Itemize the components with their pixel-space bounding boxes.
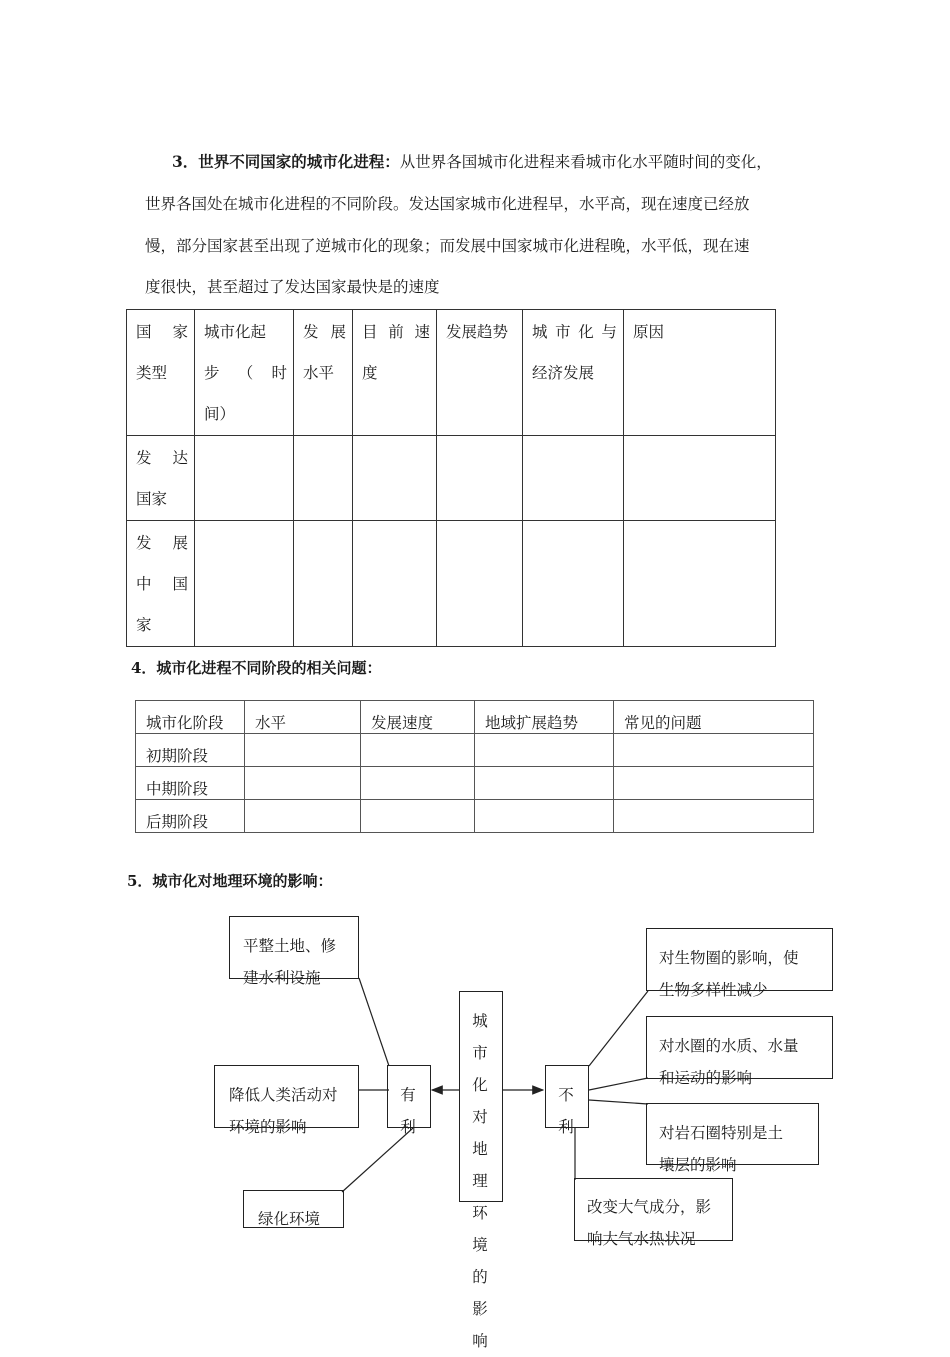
row-label-developed: 发 达 国家 bbox=[127, 436, 195, 521]
header-reason: 原因 bbox=[624, 310, 776, 436]
header-country-type: 国 家 类型 bbox=[127, 310, 195, 436]
connector-left-1 bbox=[359, 978, 389, 1066]
header-start-time: 城市化起 步 （ 时 间） bbox=[195, 310, 294, 436]
section3-heading: 3．世界不同国家的城市化进程： bbox=[172, 152, 400, 171]
row-label-late: 后期阶段 bbox=[136, 800, 245, 833]
left-box-reduce-impact-text: 降低人类活动对 环境的影响 bbox=[229, 1086, 338, 1136]
header-economy: 城 市 化 与 经济发展 bbox=[523, 310, 624, 436]
row-label-developing: 发 展 中 国 家 bbox=[127, 521, 195, 647]
right-box-lithosphere-text: 对岩石圈特别是土 壤层的影响 bbox=[659, 1124, 784, 1174]
right-box-hydrosphere-text: 对水圈的水质、水量 和运动的影响 bbox=[659, 1037, 799, 1087]
col-header-expansion: 地域扩展趋势 bbox=[475, 701, 614, 734]
section4-heading: 4．城市化进程不同阶段的相关问题： bbox=[131, 659, 382, 677]
right-box-atmosphere-text: 改变大气成分，影 响大气水热状况 bbox=[587, 1198, 712, 1248]
header-speed: 目 前 速 度 bbox=[353, 310, 437, 436]
row-label-middle: 中期阶段 bbox=[136, 767, 245, 800]
section3-line-3: 慢，部分国家甚至出现了逆城市化的现象；而发展中国家城市化进程晚，水平低，现在速 bbox=[145, 237, 750, 255]
header-trend: 发展趋势 bbox=[437, 310, 523, 436]
section3-line-4: 度很快，甚至超过了发达国家最快是的速度 bbox=[145, 278, 440, 296]
section3-line-2: 世界各国处在城市化进程的不同阶段。发达国家城市化进程早，水平高，现在速度已经放 bbox=[145, 195, 750, 213]
connector-right-2 bbox=[589, 1078, 648, 1090]
center-label: 城 市 化 对 地 理 环 境 的 影 响 bbox=[472, 1012, 488, 1350]
unfavorable-label: 不 利 bbox=[558, 1086, 574, 1136]
left-box-land-water-text: 平整土地、修 建水利设施 bbox=[243, 937, 337, 987]
col-header-stage: 城市化阶段 bbox=[136, 701, 245, 734]
col-header-speed: 发展速度 bbox=[361, 701, 475, 734]
right-box-biosphere-text: 对生物圈的影响，使 生物多样性减少 bbox=[659, 949, 799, 999]
section5-heading: 5．城市化对地理环境的影响： bbox=[127, 872, 333, 890]
section3-line-1: 从世界各国城市化进程来看城市化水平随时间的变化， bbox=[399, 153, 772, 171]
left-box-greening-text: 绿化环境 bbox=[258, 1210, 321, 1228]
connector-right-3 bbox=[589, 1100, 648, 1104]
col-header-level: 水平 bbox=[245, 701, 361, 734]
connector-right-1 bbox=[589, 991, 648, 1066]
col-header-problems: 常见的问题 bbox=[614, 701, 814, 734]
row-label-initial: 初期阶段 bbox=[136, 734, 245, 767]
header-level: 发 展 水平 bbox=[294, 310, 353, 436]
favorable-label: 有 利 bbox=[400, 1086, 416, 1136]
